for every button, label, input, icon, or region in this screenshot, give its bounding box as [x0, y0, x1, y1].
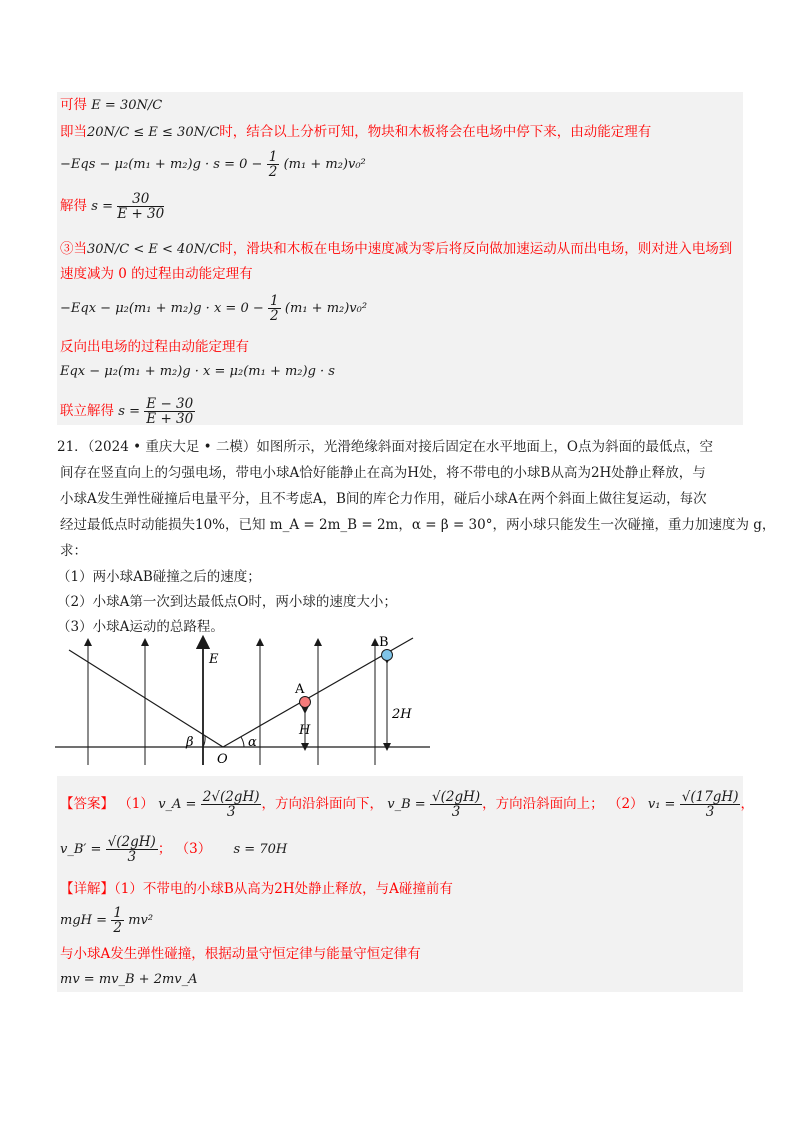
question-line-2: 间存在竖直向上的匀强电场，带电小球A恰好能静止在高为H处，将不带电的小球B从高为2H处静止释放，与	[60, 465, 706, 481]
answer-line-1: 【答案】 （1） v_A = $\frac{2√(2gH)}{3}$ ，方向沿斜面向下， v_B = $\frac{√(2gH)}{3}$ ，方向沿斜面向上； （2） v₁ = $\frac{√(17gH)}{3}$ ，	[60, 789, 754, 820]
question-line-1: 21．（2024 • 重庆大足 • 二模）如图所示，光滑绝缘斜面对接后固定在水平地面上，O点为斜面的最低点，空	[57, 439, 713, 455]
sol-line-3: −Eqs − μ₂(m₁ + m₂)g · s = 0 − $\frac{1}{2}$ (m₁ + m₂)v₀²	[60, 149, 366, 180]
label-o: O	[217, 752, 228, 767]
label-a: A	[295, 682, 305, 697]
label-beta: β	[186, 735, 194, 750]
ball-b-icon	[382, 650, 393, 661]
detail-line-1: 【详解】（1）不带电的小球B从高为2H处静止释放，与A碰撞前有	[60, 881, 453, 897]
sol-line-7: −Eqx − μ₂(m₁ + m₂)g · x = 0 − $\frac{1}{2}$ (m₁ + m₂)v₀²	[60, 293, 368, 324]
sol-line-4: 解得 s = $\frac{30}{E + 30}$	[60, 191, 165, 222]
label-e: E	[209, 652, 219, 667]
sol-line-8: 反向出电场的过程由动能定理有	[60, 339, 249, 355]
physics-figure	[55, 630, 435, 770]
detail-line-4: mv = mv_B + 2mv_A	[60, 972, 198, 987]
question-line-5: 求：	[60, 543, 87, 559]
detail-line-2: mgH = $\frac{1}{2}$ mv²	[60, 905, 154, 936]
sol-line-10: 联立解得 s = $\frac{E - 30}{E + 30}$	[60, 396, 194, 427]
sol-line-9: Eqx − μ₂(m₁ + m₂)g · x = μ₂(m₁ + m₂)g · s	[60, 364, 335, 379]
ball-a-icon	[300, 697, 311, 708]
left-incline	[69, 650, 223, 747]
question-line-3: 小球A发生弹性碰撞后电量平分，且不考虑A，B间的库仑力作用，碰后小球A在两个斜面上做往复运动，每次	[60, 491, 707, 507]
subquestion-1: （1）两小球AB碰撞之后的速度；	[57, 569, 261, 585]
subquestion-3: （3）小球A运动的总路程。	[57, 619, 224, 635]
sol-line-6: 速度减为 0 的过程由动能定理有	[60, 266, 253, 282]
alpha-arc	[241, 737, 244, 747]
label-b: B	[379, 635, 389, 650]
sol-line-2: 即当20N/C ≤ E ≤ 30N/C时，结合以上分析可知，物块和木板将会在电场中停下来，由动能定理有	[60, 124, 652, 140]
detail-line-3: 与小球A发生弹性碰撞，根据动量守恒定律与能量守恒定律有	[60, 946, 421, 962]
sol-line-5: ③当30N/C < E < 40N/C时，滑块和木板在电场中速度减为零后将反向做加速运动从而出电场，则对进入电场到	[60, 241, 733, 257]
label-alpha: α	[248, 735, 257, 750]
answer-line-2: v_B′ = $\frac{√(2gH)}{3}$ ； （3） s = 70H	[60, 834, 288, 865]
label-h: H	[299, 723, 311, 738]
sol-line-1: 可得 E = 30N/C	[60, 97, 163, 113]
math-e-value: E = 30N/C	[91, 98, 163, 113]
question-line-4: 经过最低点时动能损失10%，已知 m_A = 2m_B = 2m，α = β = 30°，两小球只能发生一次碰撞，重力加速度为 g，	[60, 517, 776, 533]
label-2h: 2H	[392, 707, 412, 722]
subquestion-2: （2）小球A第一次到达最低点O时，两小球的速度大小；	[57, 594, 397, 610]
